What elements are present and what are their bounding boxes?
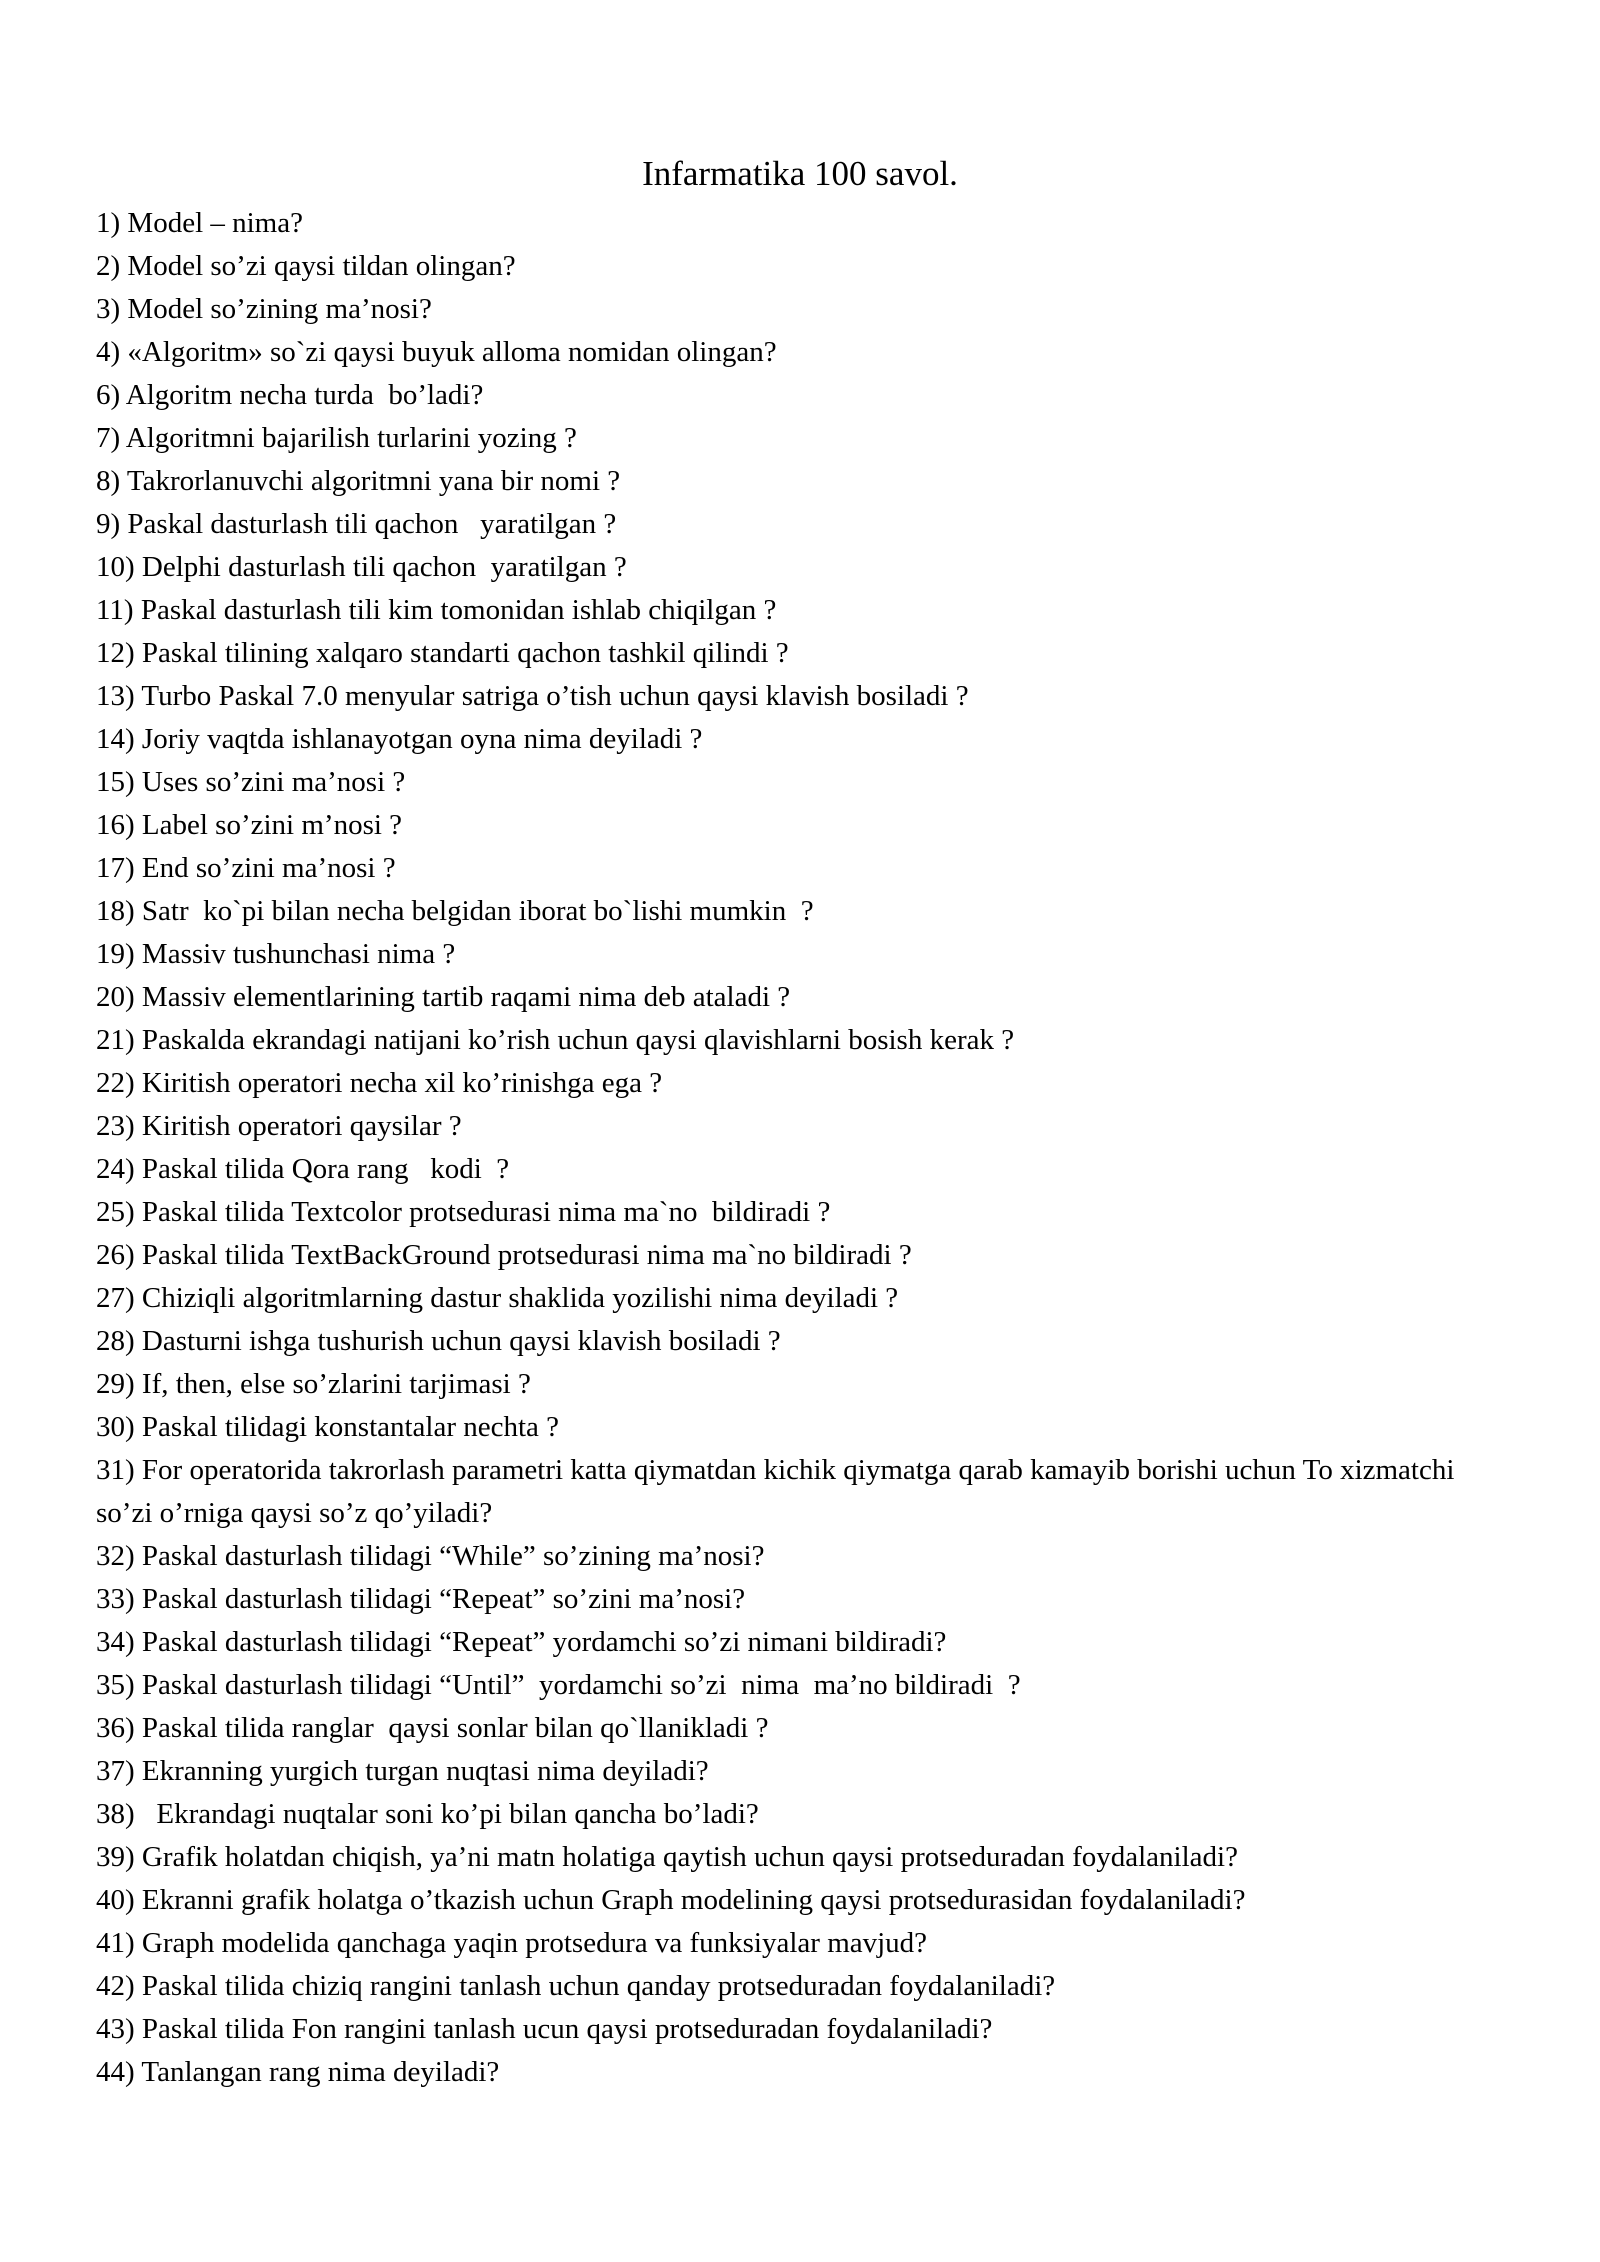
question-item: 28) Dasturni ishga tushurish uchun qaysi klavish bosiladi ? [96,1325,781,1357]
question-item: 9) Paskal dasturlash tili qachon yaratilgan ? [96,508,617,540]
question-item: 40) Ekranni grafik holatga o’tkazish uchun Graph modelining qaysi protsedurasidan foydalaniladi? [96,1884,1246,1916]
question-item: 27) Chiziqli algoritmlarning dastur shaklida yozilishi nima deyiladi ? [96,1282,899,1314]
question-item: 14) Joriy vaqtda ishlanayotgan oyna nima deyiladi ? [96,723,703,755]
question-item: 41) Graph modelida qanchaga yaqin protsedura va funksiyalar mavjud? [96,1927,928,1959]
question-item: 23) Kiritish operatori qaysilar ? [96,1110,462,1142]
question-item: 29) If, then, else so’zlarini tarjimasi ? [96,1368,531,1400]
question-item: 34) Paskal dasturlash tilidagi “Repeat” yordamchi so’zi nimani bildiradi? [96,1626,947,1658]
question-list [96,202,1516,2094]
question-item: 16) Label so’zini m’nosi ? [96,809,403,841]
question-item: 22) Kiritish operatori necha xil ko’rinishga ega ? [96,1067,663,1099]
question-item: 6) Algoritm necha turda bo’ladi? [96,379,484,411]
question-item: 39) Grafik holatdan chiqish, ya’ni matn holatiga qaytish uchun qaysi protseduradan foydalaniladi? [96,1841,1238,1873]
question-item: 1) Model – nima? [96,207,303,239]
question-item: 25) Paskal tilida Textcolor protsedurasi nima ma`no bildiradi ? [96,1196,831,1228]
question-item: 32) Paskal dasturlash tilidagi “While” so’zining ma’nosi? [96,1540,765,1572]
question-item: 12) Paskal tilining xalqaro standarti qachon tashkil qilindi ? [96,637,789,669]
question-item: 2) Model so’zi qaysi tildan olingan? [96,250,516,282]
question-item: 26) Paskal tilida TextBackGround protsedurasi nima ma`no bildiradi ? [96,1239,912,1271]
question-item: 30) Paskal tilidagi konstantalar nechta ? [96,1411,560,1443]
question-item: 43) Paskal tilida Fon rangini tanlash ucun qaysi protseduradan foydalaniladi? [96,2013,993,2045]
question-item: 10) Delphi dasturlash tili qachon yaratilgan ? [96,551,627,583]
question-item: 19) Massiv tushunchasi nima ? [96,938,456,970]
question-item: 15) Uses so’zini ma’nosi ? [96,766,406,798]
question-item: 11) Paskal dasturlash tili kim tomonidan ishlab chiqilgan ? [96,594,777,626]
question-item: 38) Ekrandagi nuqtalar soni ko’pi bilan qancha bo’ladi? [96,1798,759,1830]
question-item: 37) Ekranning yurgich turgan nuqtasi nima deyiladi? [96,1755,709,1787]
question-item: 3) Model so’zining ma’nosi? [96,293,432,325]
question-item: 31) For operatorida takrorlash parametri katta qiymatdan kichik qiymatga qarab kamayib borishi uchun To xizmatchi so’zi o’rniga qaysi so’z qo’yiladi? [96,1454,1462,1529]
question-item: 8) Takrorlanuvchi algoritmni yana bir nomi ? [96,465,621,497]
question-item: 44) Tanlangan rang nima deyiladi? [96,2056,500,2088]
question-item: 20) Massiv elementlarining tartib raqami nima deb ataladi ? [96,981,791,1013]
question-item: 17) End so’zini ma’nosi ? [96,852,396,884]
question-item: 33) Paskal dasturlash tilidagi “Repeat” so’zini ma’nosi? [96,1583,746,1615]
question-item: 4) «Algoritm» so`zi qaysi buyuk alloma nomidan olingan? [96,336,777,368]
question-item: 13) Turbo Paskal 7.0 menyular satriga o’tish uchun qaysi klavish bosiladi ? [96,680,969,712]
question-item: 21) Paskalda ekrandagi natijani ko’rish uchun qaysi qlavishlarni bosish kerak ? [96,1024,1015,1056]
question-item: 18) Satr ko`pi bilan necha belgidan iborat bo`lishi mumkin ? [96,895,814,927]
question-item: 35) Paskal dasturlash tilidagi “Until” yordamchi so’zi nima ma’no bildiradi ? [96,1669,1021,1701]
question-item: 24) Paskal tilida Qora rang kodi ? [96,1153,510,1185]
document-title: Infarmatika 100 savol. [642,154,958,193]
question-item: 36) Paskal tilida ranglar qaysi sonlar bilan qo`llanikladi ? [96,1712,769,1744]
question-item: 7) Algoritmni bajarilish turlarini yozing ? [96,422,577,454]
question-item: 42) Paskal tilida chiziq rangini tanlash uchun qanday protseduradan foydalaniladi? [96,1970,1056,2002]
